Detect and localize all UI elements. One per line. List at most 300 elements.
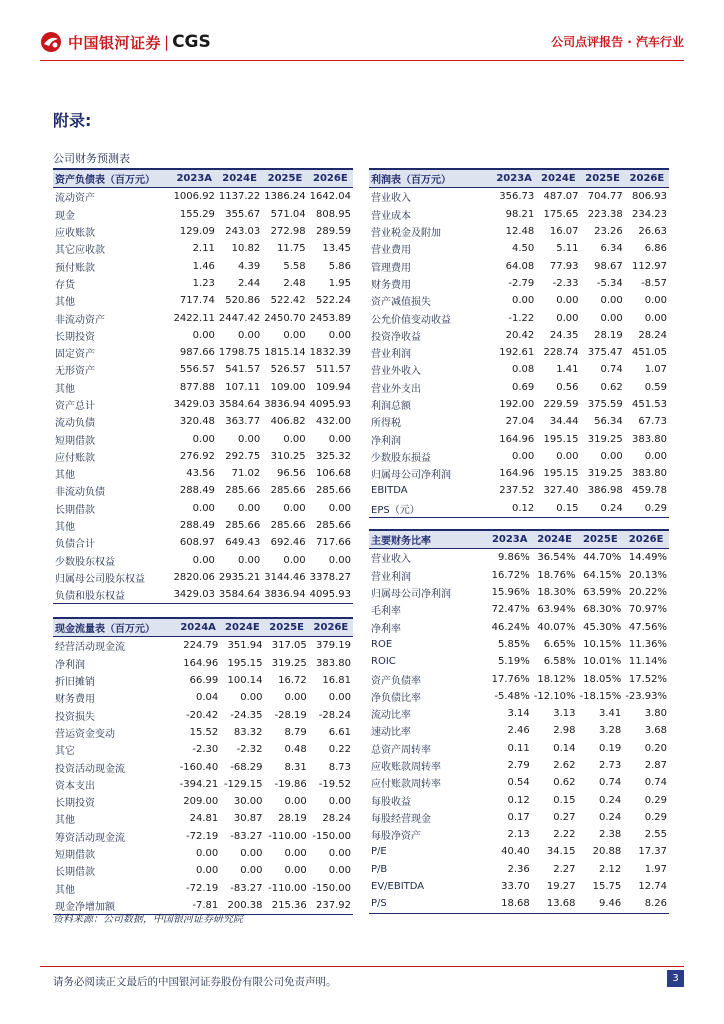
value-cell: -72.19 [186,830,219,842]
value-cell: 2.79 [507,760,530,771]
table-row [369,774,669,791]
value-cell: 717.74 [179,295,215,307]
row-label-cell: 毛利率 [371,606,401,618]
value-cell: 310.25 [270,450,306,462]
value-cell: 5.58 [283,260,306,272]
table-row [53,776,353,793]
row-label-cell: 应收账款 [55,228,95,240]
value-cell: 1.41 [556,364,579,376]
table-row [53,879,353,896]
row-label-cell: 净利润 [55,659,85,671]
value-cell: 71.02 [231,468,261,480]
value-cell: -2.30 [192,744,219,756]
value-cell: 0.59 [644,381,667,393]
value-cell: 2447.42 [218,312,261,324]
value-cell: 164.96 [499,468,535,480]
row-label-cell: 其它 [55,746,75,758]
value-cell: 0.00 [511,295,535,307]
value-cell: 717.66 [316,537,351,549]
value-cell: 276.92 [179,450,215,462]
value-cell: 571.04 [270,208,306,220]
row-label-cell: 营业收入 [371,554,411,566]
income-statement-table [369,168,669,518]
value-cell: 11.14% [628,656,667,668]
table-header-row [369,169,669,188]
value-cell: 1798.75 [218,347,261,359]
value-cell: -150.00 [312,882,351,894]
value-cell: 6.65% [543,638,576,650]
table-row [369,500,669,518]
value-cell: 272.98 [270,226,306,238]
row-label-cell: 速动比率 [371,727,411,739]
value-cell: 522.42 [270,295,306,307]
value-cell: 164.96 [499,433,535,445]
value-cell: 28.19 [594,329,623,341]
value-cell: 0.00 [600,312,623,324]
value-cell: 383.80 [632,433,667,445]
table-row [369,240,669,257]
value-cell: 3584.64 [217,586,262,604]
value-cell: 16.72% [491,569,530,581]
value-cell: 459.78 [632,485,667,497]
value-cell: 0.00 [283,554,306,566]
table-row [369,878,669,895]
value-cell: 45.30% [583,621,622,633]
value-cell: 0.00 [240,865,263,877]
table-row [369,309,669,326]
value-cell: 2.87 [644,760,667,771]
value-cell: 2.62 [553,760,576,771]
value-cell: 0.00 [195,865,219,877]
row-label-cell: P/S [369,895,488,913]
company-logo [40,30,211,54]
table-row [369,206,669,223]
value-cell: 320.48 [179,416,215,428]
value-cell: 10.15% [583,638,622,650]
value-cell: 0.04 [195,692,219,704]
value-cell: 2.55 [644,829,667,841]
value-cell: 16.07 [549,226,579,238]
value-cell: 0.00 [644,312,667,324]
value-cell: 522.24 [316,295,351,307]
value-cell: 18.76% [537,569,576,581]
table-row [53,552,353,569]
value-cell: 229.59 [543,399,579,410]
value-cell: 63.94% [537,604,576,616]
value-cell: -7.81 [176,897,220,915]
value-cell: 0.56 [556,381,579,393]
table-row [53,206,353,223]
report-type: 公司点评报告 · 汽车行业 [551,35,684,49]
value-cell: 379.19 [316,640,351,652]
value-cell: 28.24 [638,329,667,341]
value-cell: 15.96% [491,587,530,599]
value-cell: 8.79 [284,726,307,738]
value-cell: 8.73 [328,761,351,773]
value-cell: 2.46 [507,725,530,737]
year-header-cell: 2024E [217,169,262,188]
value-cell: 0.00 [192,433,215,445]
value-cell: 1.23 [192,277,215,289]
table-row [369,740,669,757]
value-cell: 5.86 [328,260,351,272]
value-cell: 109.94 [316,381,351,393]
value-cell: 3.14 [507,708,530,720]
value-cell: 20.22% [628,587,667,599]
value-cell: 1.97 [644,863,667,875]
value-cell: 67.73 [638,416,667,428]
value-cell: 8.31 [284,761,307,773]
table-row [369,275,669,292]
value-cell: 4.39 [238,260,261,272]
value-cell: 511.57 [316,364,351,376]
value-cell: 0.69 [511,381,535,393]
row-label-cell: 投资净收益 [371,331,421,343]
value-cell: 5.11 [556,243,579,255]
value-cell: 43.56 [186,468,215,480]
value-cell: 0.00 [328,554,351,566]
value-cell: 0.54 [507,777,530,789]
row-label-cell: 所得税 [371,418,401,430]
value-cell: 18.68 [488,895,532,913]
value-cell: 3584.64 [218,399,261,410]
value-cell: 432.00 [316,416,351,428]
company-name: 中国银河证券 [68,33,162,52]
table-row [369,223,669,240]
row-label-cell: 归属母公司股东权益 [55,573,145,585]
value-cell: 223.38 [587,208,623,220]
value-cell: -2.32 [236,744,263,756]
value-cell: 4095.93 [309,399,351,410]
value-cell: 0.00 [328,502,351,514]
row-label-cell: 其他 [55,297,75,309]
value-cell: 30.87 [233,813,263,825]
value-cell: 2935.21 [218,571,261,583]
row-label-cell: 长期投资 [55,798,95,810]
table-row [369,292,669,309]
value-cell: 209.00 [183,796,219,808]
value-cell: 2.11 [192,243,215,255]
table-row [369,482,669,499]
value-cell: 6.58% [543,656,576,668]
table-row [53,517,353,534]
table-row [369,705,669,722]
row-label-cell: 归属母公司净利润 [371,589,451,601]
value-cell: 19.27 [546,881,576,893]
value-cell: 3.28 [598,725,622,737]
value-cell: 195.15 [543,433,579,445]
row-label-cell: 负债合计 [55,539,95,551]
value-cell: 877.88 [179,381,215,393]
value-cell: 608.97 [179,537,215,549]
value-cell: 3.13 [553,708,576,720]
year-header-cell: 2024E [220,618,264,637]
value-cell: 3.80 [644,708,667,720]
value-cell: 44.70% [583,552,622,564]
row-label-cell: 净利润 [371,435,401,447]
table-row [369,791,669,808]
table-row [53,741,353,758]
value-cell: 0.00 [600,295,623,307]
year-header-cell: 2026E [309,618,353,637]
value-cell: 83.32 [233,726,263,738]
value-cell: 0.00 [284,796,307,808]
value-cell: 17.76% [491,673,530,685]
table-row [369,584,669,601]
value-cell: 0.00 [192,502,215,514]
value-cell: 1832.39 [309,347,351,359]
value-cell: 704.77 [587,191,623,203]
value-cell: 56.34 [594,416,623,428]
value-cell: 20.88 [592,846,622,858]
table-row [53,672,353,689]
value-cell: 0.00 [511,450,535,462]
value-cell: 18.30% [537,587,576,599]
value-cell: 96.56 [277,468,306,480]
row-label-cell: 营业利润 [371,571,411,583]
row-label-cell: 负债和股东权益 [53,586,172,604]
row-label-cell: 其他 [55,815,75,827]
value-cell: 319.25 [587,468,623,480]
value-cell: 33.70 [501,881,530,893]
value-cell: 164.96 [183,657,219,669]
row-label-cell: 营业外支出 [371,383,421,395]
row-label-cell: 应付账款 [55,452,95,464]
value-cell: 351.94 [227,640,263,652]
row-label-cell: 其它应收款 [55,245,105,257]
table-row [53,327,353,344]
value-cell: 0.24 [598,794,622,806]
value-cell: 175.65 [543,208,579,220]
value-cell: 2.44 [238,277,261,289]
value-cell: 18.12% [537,673,576,685]
row-label-cell: 营业税金及附加 [371,228,441,240]
value-cell: 3429.03 [172,586,217,604]
table-row [53,344,353,361]
value-cell: 325.32 [316,450,351,462]
row-label-cell: 流动资产 [55,193,95,205]
value-cell: 64.15% [583,569,622,581]
value-cell: 1386.24 [264,191,306,203]
value-cell: 0.00 [192,554,215,566]
value-cell: 12.74 [638,881,667,893]
year-header-cell: 2024A [176,618,220,637]
row-label-cell: 应收账款周转率 [371,762,441,773]
row-label-cell: 资产负债率 [371,675,421,687]
row-label-cell: 长期借款 [55,867,95,879]
value-cell: 319.25 [271,657,307,669]
value-cell: -150.00 [312,830,351,842]
table-caption: 公司财务预测表 [53,152,130,165]
value-cell: -83.27 [230,882,263,894]
table-row [369,601,669,618]
table-row [369,344,669,361]
row-label-cell: 管理费用 [371,262,411,274]
table-row [53,845,353,862]
value-cell: 363.77 [225,416,261,428]
table-title-cell: 主要财务比率 [369,530,488,549]
value-cell: 2422.11 [173,312,215,324]
value-cell: -19.86 [274,778,307,790]
table-row [369,653,669,670]
row-label-cell: 短期借款 [55,435,95,447]
year-header-cell: 2024E [536,169,580,188]
value-cell: -28.19 [274,709,307,721]
value-cell: 0.15 [553,794,576,806]
table-row [369,396,669,413]
value-cell: -2.79 [508,277,535,289]
value-cell: 129.09 [179,226,215,238]
table-row [53,586,353,604]
year-header-cell: 2025E [581,169,625,188]
row-label-cell: 非流动资产 [55,314,105,326]
row-label-cell: 筹资活动现金流 [55,832,125,844]
table-header-row [53,169,353,188]
footer-divider [40,966,684,967]
value-cell: 34.44 [549,416,579,428]
table-row [53,828,353,845]
value-cell: 0.00 [556,295,579,307]
table-row [369,861,669,878]
row-label-cell: 总资产周转率 [371,744,431,756]
row-label-cell: ROIC [371,656,396,668]
row-label-cell: 折旧摊销 [55,677,95,689]
table-title-cell: 利润表（百万元） [369,169,492,188]
value-cell: 285.66 [225,520,261,532]
value-cell: 68.30% [583,604,622,616]
row-label-cell: 其他 [55,884,75,896]
row-label-cell: 其他 [55,522,75,534]
value-cell: 195.15 [227,657,263,669]
value-cell: 386.98 [587,485,623,497]
table-row [369,361,669,378]
table-row [53,396,353,413]
value-cell: 0.27 [553,811,576,823]
year-header-cell: 2023A [492,169,536,188]
value-cell: 3836.94 [262,586,307,604]
year-header-cell: 2025E [265,618,309,637]
value-cell: 4.50 [511,243,535,255]
value-cell: 192.61 [499,347,535,359]
value-cell: 0.15 [536,500,580,518]
value-cell: -5.48% [494,690,530,702]
row-label-cell: 短期借款 [55,850,95,861]
value-cell: -20.42 [186,709,219,721]
value-cell: 806.93 [632,191,667,203]
value-cell: -110.00 [268,882,307,894]
value-cell: 228.74 [543,347,579,359]
value-cell: 3.41 [598,708,622,720]
value-cell: 5.19% [497,656,530,668]
value-cell: 100.14 [227,675,263,687]
value-cell: 0.00 [238,554,261,566]
table-row [369,618,669,635]
value-cell: 0.00 [240,692,263,704]
table-row [53,706,353,723]
value-cell: 192.00 [499,399,535,410]
value-cell: 451.05 [632,347,667,359]
value-cell: 0.00 [600,450,623,462]
value-cell: 0.29 [644,811,667,823]
row-label-cell: 存货 [55,279,75,291]
row-label-cell: 现金 [55,210,75,222]
value-cell: 2.98 [553,725,576,737]
table-row [53,569,353,586]
value-cell: 520.86 [225,295,261,307]
row-label-cell: 资产总计 [55,401,95,412]
value-cell: 3836.94 [264,399,306,410]
value-cell: -2.33 [552,277,579,289]
value-cell: 13.68 [532,895,578,913]
value-cell: 2.38 [598,829,622,841]
value-cell: 0.00 [283,433,306,445]
value-cell: 4095.93 [308,586,353,604]
value-cell: 383.80 [632,468,667,480]
value-cell: 1006.92 [173,191,215,203]
year-header-cell: 2026E [623,530,669,549]
table-row [369,895,669,913]
value-cell: 109.00 [270,381,306,393]
financial-ratios-table [369,529,669,914]
value-cell: 2.12 [598,863,622,875]
value-cell: 200.38 [220,897,264,915]
value-cell: 18.05% [583,673,622,685]
table-row [53,413,353,430]
value-cell: 487.07 [543,191,579,203]
table-row [369,670,669,687]
table-row [369,188,669,206]
balance-sheet-table [53,168,353,604]
value-cell: 15.75 [592,881,622,893]
table-row [53,724,353,741]
table-header-row [53,618,353,637]
cash-flow-table [53,617,353,915]
row-label-cell: 现金净增加额 [53,897,176,915]
value-cell: 12.48 [505,226,535,238]
row-label-cell: 利润总额 [371,401,411,412]
value-cell: 5.85% [497,638,530,650]
table-row [369,379,669,396]
value-cell: 10.01% [583,656,622,668]
value-cell: 285.66 [270,520,306,532]
value-cell: 70.97% [628,604,667,616]
value-cell: 14.49% [628,552,667,564]
value-cell: 0.14 [553,742,576,754]
table-row [369,688,669,705]
value-cell: 406.82 [270,416,306,428]
value-cell: 16.81 [322,675,351,687]
value-cell: 0.00 [240,848,263,859]
table-row [53,482,353,499]
value-cell: 0.00 [328,329,351,341]
value-cell: 6.86 [644,243,667,255]
value-cell: 0.22 [328,744,351,756]
table-row [369,636,669,653]
value-cell: 0.00 [283,329,306,341]
value-cell: -28.24 [318,709,351,721]
value-cell: 66.99 [189,675,219,687]
value-cell: 0.08 [511,364,535,376]
value-cell: 0.11 [507,742,530,754]
value-cell: -394.21 [179,778,219,790]
value-cell: -23.93% [625,690,667,702]
value-cell: 0.00 [328,848,351,859]
value-cell: 106.68 [316,468,351,480]
value-cell: 327.40 [543,485,579,497]
row-label-cell: 固定资产 [55,349,95,361]
year-header-cell: 2025E [577,530,623,549]
row-label-cell: 营业收入 [371,193,411,205]
